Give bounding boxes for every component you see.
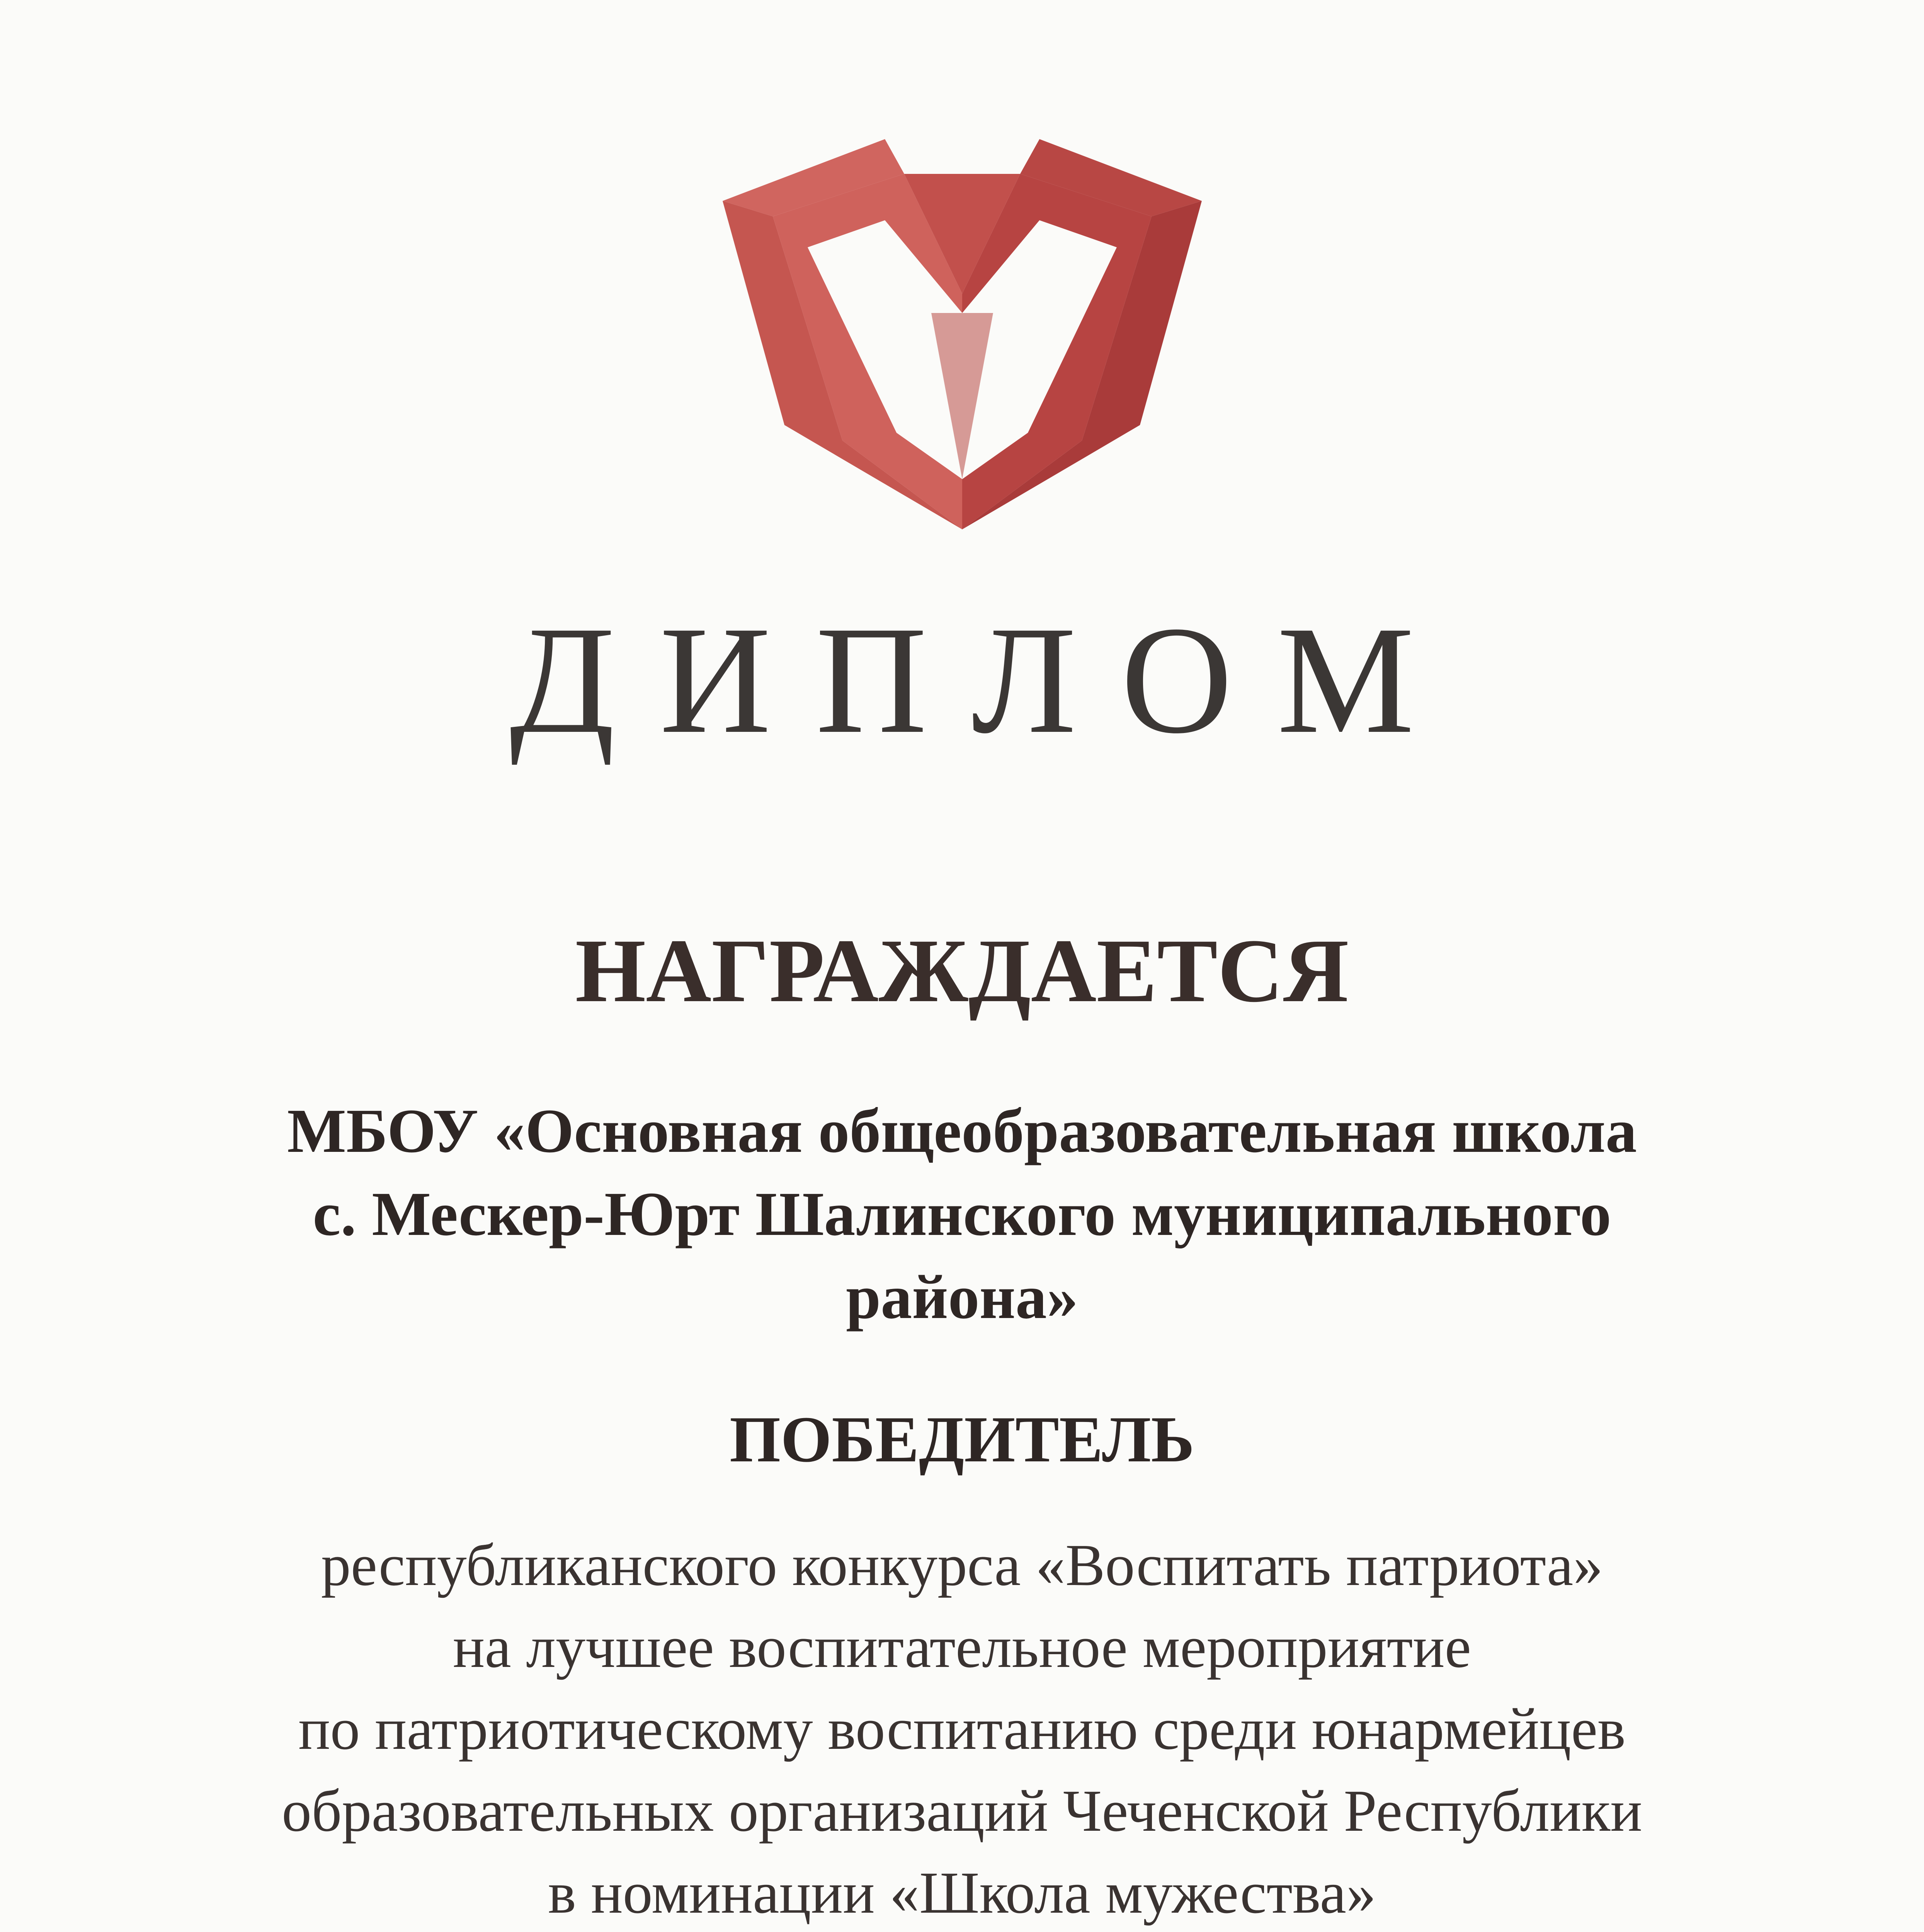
- contest-description: [116, 1524, 1808, 1932]
- organization-line: с. Мескер-Юрт Шалинского муниципального: [313, 1180, 1611, 1249]
- awarded-heading: НАГРАЖДАЕТСЯ: [575, 920, 1349, 1021]
- description-line: образовательных организаций Чеченской Республики: [282, 1778, 1642, 1844]
- description-line: по патриотическому воспитанию среди юнармейцев: [298, 1696, 1626, 1762]
- organization-line: МБОУ «Основная общеобразовательная школа: [287, 1097, 1637, 1166]
- organization-name: [193, 1090, 1731, 1339]
- description-line: республиканского конкурса «Воспитать патриота»: [321, 1532, 1603, 1598]
- heart-m-logo: [715, 131, 1210, 533]
- description-line: на лучшее воспитательное мероприятие: [453, 1614, 1471, 1680]
- winner-status: ПОБЕДИТЕЛЬ: [729, 1403, 1195, 1476]
- diploma-title: ДИПЛОМ: [509, 594, 1459, 765]
- description-line: в номинации «Школа мужества»: [548, 1860, 1376, 1926]
- organization-line: района»: [846, 1263, 1078, 1332]
